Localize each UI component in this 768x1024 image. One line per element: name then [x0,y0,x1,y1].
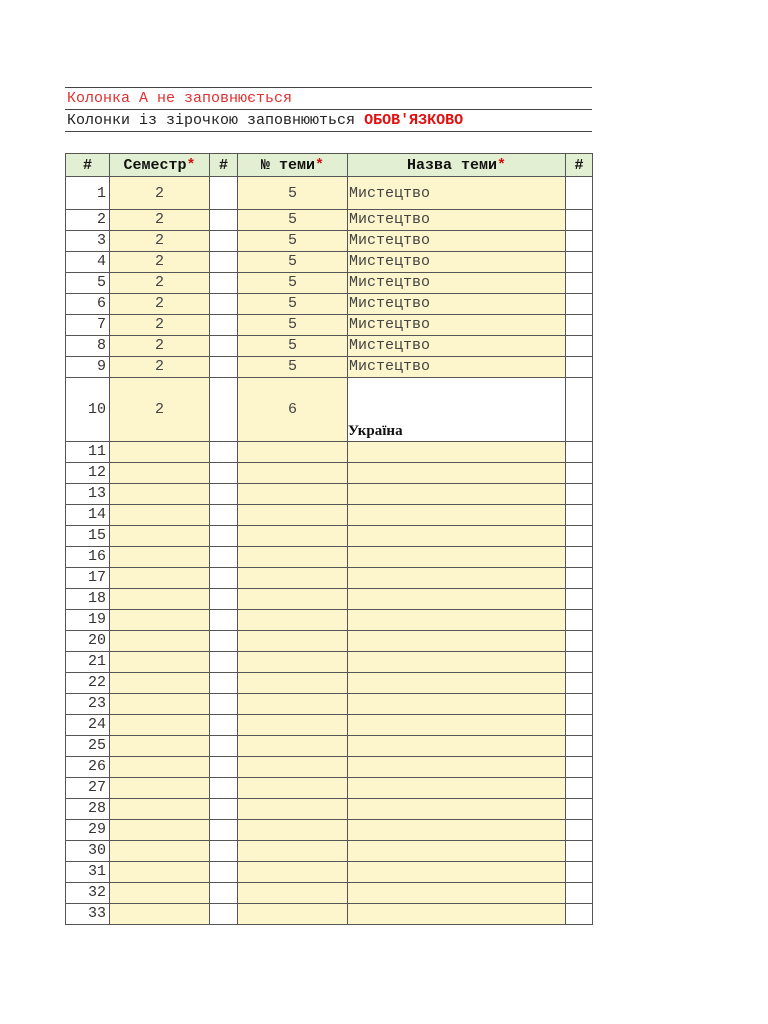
hash-cell-end[interactable] [566,778,593,799]
hash-cell[interactable] [210,799,238,820]
required-star-icon: * [186,156,196,174]
semester-cell[interactable]: 2 [110,357,210,378]
hash-cell-end[interactable] [566,715,593,736]
semester-cell[interactable]: 2 [110,231,210,252]
hash-cell-end[interactable] [566,904,593,925]
topic-number-cell[interactable] [238,442,348,463]
semester-cell[interactable] [110,526,210,547]
topic-name-cell[interactable]: Мистецтво [348,231,566,252]
topic-number-cell[interactable]: 5 [238,252,348,273]
row-number-cell: 1 [66,177,110,210]
hash-cell-end[interactable] [566,736,593,757]
hash-cell[interactable] [210,547,238,568]
table-row [66,442,593,463]
topic-number-cell[interactable]: 5 [238,273,348,294]
row-number-cell: 14 [66,505,110,526]
row-number-cell: 5 [66,273,110,294]
topic-name-cell[interactable] [348,820,566,841]
table-row [66,589,593,610]
topic-number-cell[interactable] [238,652,348,673]
note-required-emphasis: ОБОВ'ЯЗКОВО [364,112,464,129]
semester-cell[interactable] [110,757,210,778]
row-number-cell: 19 [66,610,110,631]
topic-number-cell[interactable] [238,568,348,589]
topic-name-cell[interactable] [348,799,566,820]
hash-cell-end[interactable] [566,463,593,484]
semester-cell[interactable] [110,568,210,589]
instructions-block [65,87,592,132]
hash-cell[interactable] [210,589,238,610]
semester-cell[interactable]: 2 [110,378,210,442]
hash-cell[interactable] [210,778,238,799]
topic-name-cell[interactable]: Мистецтво [348,252,566,273]
topic-name-cell[interactable] [348,505,566,526]
table-row [66,505,593,526]
hash-cell-end[interactable] [566,177,593,210]
row-number-cell: 23 [66,694,110,715]
row-number-cell: 21 [66,652,110,673]
required-star-icon: * [315,156,325,174]
semester-cell[interactable] [110,463,210,484]
note-required-text: Колонки із зірочкою заповнюються [67,112,365,129]
topic-number-cell[interactable] [238,715,348,736]
row-number-cell: 24 [66,715,110,736]
semester-cell[interactable]: 2 [110,336,210,357]
hash-cell[interactable] [210,841,238,862]
topic-number-cell[interactable] [238,841,348,862]
row-number-cell: 12 [66,463,110,484]
hash-cell-end[interactable] [566,589,593,610]
hash-cell-end[interactable] [566,315,593,336]
topic-number-cell[interactable] [238,883,348,904]
table-row [66,610,593,631]
topic-number-cell[interactable]: 5 [238,294,348,315]
semester-cell[interactable]: 2 [110,294,210,315]
hash-cell-end[interactable] [566,547,593,568]
hash-cell[interactable] [210,505,238,526]
hash-cell-end[interactable] [566,378,593,442]
table-row [66,841,593,862]
topic-name-cell[interactable]: Мистецтво [348,273,566,294]
topic-name-cell[interactable] [348,841,566,862]
header-semester: Семестр* [110,154,210,177]
topic-number-cell[interactable] [238,526,348,547]
table-row [66,778,593,799]
topic-name-cell[interactable] [348,589,566,610]
topic-number-cell[interactable] [238,694,348,715]
hash-cell[interactable] [210,631,238,652]
topic-number-cell[interactable]: 5 [238,177,348,210]
topic-name-cell[interactable]: Україна [348,378,566,442]
row-number-cell: 17 [66,568,110,589]
topic-name-cell[interactable]: Мистецтво [348,315,566,336]
table-row [66,231,593,252]
topic-number-cell[interactable] [238,673,348,694]
hash-cell[interactable] [210,652,238,673]
hash-cell[interactable] [210,904,238,925]
table-row [66,757,593,778]
topic-number-cell[interactable] [238,736,348,757]
topic-name-cell[interactable] [348,484,566,505]
header-topic-number: № теми* [238,154,348,177]
hash-cell-end[interactable] [566,231,593,252]
hash-cell[interactable] [210,357,238,378]
table-row [66,484,593,505]
semester-cell[interactable] [110,547,210,568]
row-number-cell: 10 [66,378,110,442]
hash-cell-end[interactable] [566,862,593,883]
hash-cell-end[interactable] [566,883,593,904]
topic-number-cell[interactable] [238,505,348,526]
note-column-a [65,87,592,109]
semester-cell[interactable] [110,631,210,652]
topic-name-cell[interactable] [348,883,566,904]
topic-number-cell[interactable] [238,463,348,484]
hash-cell-end[interactable] [566,841,593,862]
row-number-cell: 32 [66,883,110,904]
table-row [66,820,593,841]
topic-number-cell[interactable] [238,799,348,820]
row-number-cell: 8 [66,336,110,357]
table-row [66,357,593,378]
note-column-a-text: Колонка А не заповнюється [67,90,293,107]
row-number-cell: 15 [66,526,110,547]
row-number-cell: 9 [66,357,110,378]
topic-number-cell[interactable]: 5 [238,231,348,252]
topic-name-cell[interactable] [348,778,566,799]
row-number-cell: 27 [66,778,110,799]
table-row [66,315,593,336]
topic-name-cell[interactable] [348,673,566,694]
hash-cell-end[interactable] [566,673,593,694]
topic-number-cell[interactable] [238,904,348,925]
table-row [66,547,593,568]
table-row [66,715,593,736]
hash-cell[interactable] [210,568,238,589]
hash-cell[interactable] [210,336,238,357]
hash-cell-end[interactable] [566,652,593,673]
row-number-cell: 31 [66,862,110,883]
table-row [66,673,593,694]
topic-name-cell[interactable] [348,568,566,589]
row-number-cell: 16 [66,547,110,568]
hash-cell[interactable] [210,273,238,294]
table-row [66,463,593,484]
row-number-cell: 11 [66,442,110,463]
row-number-cell: 18 [66,589,110,610]
topic-name-cell[interactable] [348,862,566,883]
topic-name-cell[interactable] [348,757,566,778]
semester-cell[interactable] [110,673,210,694]
hash-cell-end[interactable] [566,610,593,631]
header-hash-3: # [566,154,593,177]
hash-cell[interactable] [210,294,238,315]
row-number-cell: 20 [66,631,110,652]
hash-cell[interactable] [210,610,238,631]
topic-name-cell[interactable] [348,442,566,463]
topic-number-cell[interactable]: 5 [238,315,348,336]
semester-cell[interactable]: 2 [110,252,210,273]
hash-cell-end[interactable] [566,294,593,315]
topic-name-cell[interactable] [348,610,566,631]
hash-cell-end[interactable] [566,694,593,715]
topic-name-cell[interactable]: Мистецтво [348,336,566,357]
topic-number-cell[interactable]: 5 [238,336,348,357]
topic-name-cell[interactable]: Мистецтво [348,294,566,315]
semester-cell[interactable] [110,841,210,862]
hash-cell[interactable] [210,526,238,547]
hash-cell[interactable] [210,862,238,883]
semester-cell[interactable] [110,715,210,736]
hash-cell[interactable] [210,757,238,778]
table-row [66,252,593,273]
hash-cell-end[interactable] [566,631,593,652]
hash-cell[interactable] [210,673,238,694]
row-number-cell: 2 [66,210,110,231]
semester-cell[interactable] [110,610,210,631]
row-number-cell: 25 [66,736,110,757]
semester-cell[interactable]: 2 [110,315,210,336]
table-row [66,568,593,589]
row-number-cell: 7 [66,315,110,336]
semester-cell[interactable] [110,778,210,799]
hash-cell-end[interactable] [566,505,593,526]
topic-name-cell[interactable] [348,547,566,568]
semester-cell[interactable] [110,883,210,904]
hash-cell-end[interactable] [566,820,593,841]
hash-cell[interactable] [210,694,238,715]
table-row [66,336,593,357]
topic-name-cell[interactable]: Мистецтво [348,177,566,210]
note-required-columns [65,109,592,132]
semester-cell[interactable] [110,862,210,883]
hash-cell-end[interactable] [566,484,593,505]
topic-number-cell[interactable] [238,820,348,841]
semester-cell[interactable] [110,652,210,673]
topic-name-cell[interactable] [348,694,566,715]
table-body [66,177,593,925]
row-number-cell: 3 [66,231,110,252]
row-number-cell: 22 [66,673,110,694]
header-topic-name: Назва теми* [348,154,566,177]
hash-cell[interactable] [210,715,238,736]
hash-cell[interactable] [210,736,238,757]
topic-name-cell[interactable]: Мистецтво [348,210,566,231]
topic-number-cell[interactable] [238,547,348,568]
hash-cell-end[interactable] [566,799,593,820]
table-row [66,652,593,673]
hash-cell[interactable] [210,210,238,231]
hash-cell-end[interactable] [566,336,593,357]
topic-number-cell[interactable]: 5 [238,210,348,231]
hash-cell[interactable] [210,252,238,273]
row-number-cell: 26 [66,757,110,778]
row-number-cell: 33 [66,904,110,925]
hash-cell[interactable] [210,231,238,252]
topic-name-cell[interactable] [348,463,566,484]
row-number-cell: 13 [66,484,110,505]
hash-cell[interactable] [210,820,238,841]
header-row [66,154,593,177]
row-number-cell: 30 [66,841,110,862]
header-row-number: # [66,154,110,177]
hash-cell[interactable] [210,177,238,210]
semester-cell[interactable] [110,904,210,925]
table-row [66,210,593,231]
hash-cell-end[interactable] [566,568,593,589]
semester-cell[interactable] [110,484,210,505]
semester-cell[interactable] [110,505,210,526]
row-number-cell: 6 [66,294,110,315]
topic-number-cell[interactable] [238,484,348,505]
topic-name-cell[interactable] [348,736,566,757]
table-row [66,177,593,210]
semester-cell[interactable] [110,442,210,463]
semester-cell[interactable] [110,799,210,820]
topic-number-cell[interactable] [238,778,348,799]
table-row [66,694,593,715]
required-star-icon: * [497,156,507,174]
row-number-cell: 28 [66,799,110,820]
hash-cell-end[interactable] [566,442,593,463]
hash-cell[interactable] [210,315,238,336]
topic-name-cell[interactable] [348,631,566,652]
topic-number-cell[interactable] [238,631,348,652]
table-row [66,378,593,442]
table-row [66,799,593,820]
hash-cell-end[interactable] [566,252,593,273]
hash-cell-end[interactable] [566,357,593,378]
hash-cell-end[interactable] [566,273,593,294]
topic-name-cell[interactable] [348,715,566,736]
semester-cell[interactable]: 2 [110,177,210,210]
table-row [66,631,593,652]
semester-cell[interactable] [110,820,210,841]
hash-cell[interactable] [210,442,238,463]
semester-cell[interactable] [110,589,210,610]
table-row [66,736,593,757]
header-hash-2: # [210,154,238,177]
topic-number-cell[interactable]: 5 [238,357,348,378]
table-row [66,526,593,547]
hash-cell-end[interactable] [566,526,593,547]
semester-cell[interactable]: 2 [110,210,210,231]
topic-name-cell[interactable] [348,652,566,673]
topic-name-cell[interactable]: Мистецтво [348,357,566,378]
row-number-cell: 29 [66,820,110,841]
topic-number-cell[interactable] [238,757,348,778]
semester-cell[interactable] [110,736,210,757]
semester-cell[interactable] [110,694,210,715]
table-row [66,273,593,294]
semester-cell[interactable]: 2 [110,273,210,294]
topic-name-cell[interactable] [348,904,566,925]
table-row [66,294,593,315]
topic-number-cell[interactable] [238,610,348,631]
hash-cell[interactable] [210,484,238,505]
topics-table [65,153,593,925]
topic-number-cell[interactable] [238,862,348,883]
hash-cell[interactable] [210,883,238,904]
row-number-cell: 4 [66,252,110,273]
hash-cell-end[interactable] [566,757,593,778]
topic-number-cell[interactable] [238,589,348,610]
topic-name-cell[interactable] [348,526,566,547]
hash-cell[interactable] [210,378,238,442]
table-row [66,904,593,925]
hash-cell-end[interactable] [566,210,593,231]
topic-number-cell[interactable]: 6 [238,378,348,442]
table-row [66,883,593,904]
hash-cell[interactable] [210,463,238,484]
table-row [66,862,593,883]
